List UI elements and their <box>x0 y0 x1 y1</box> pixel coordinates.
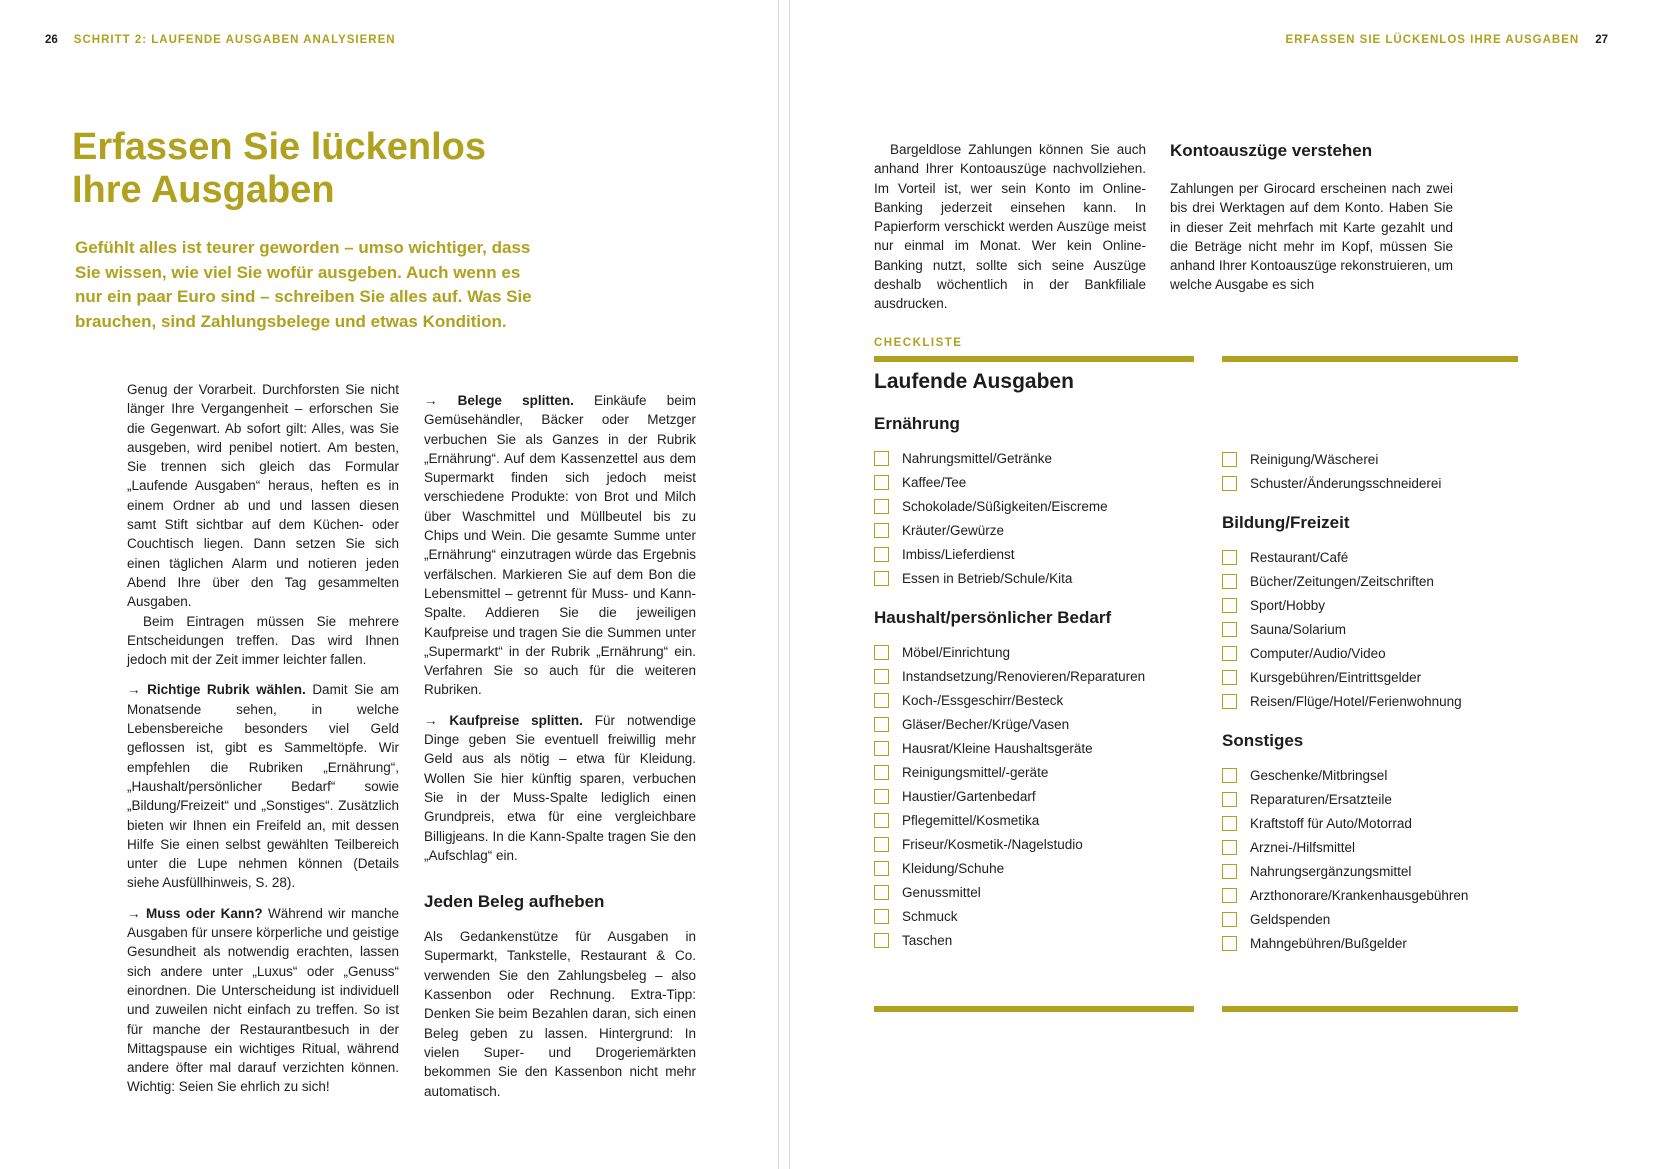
checkbox[interactable] <box>874 451 889 466</box>
checkbox[interactable] <box>1222 816 1237 831</box>
checkbox[interactable] <box>1222 694 1237 709</box>
checklist-item-label: Kräuter/Gewürze <box>902 523 1005 538</box>
checklist-item-label: Taschen <box>902 933 953 948</box>
checklist-item <box>874 933 1206 948</box>
checklist-item-label: Geldspenden <box>1250 912 1331 927</box>
body-subheading: Kontoauszüge verstehen <box>1170 141 1373 160</box>
running-header-text: ERFASSEN SIE LÜCKENLOS IHRE AUSGABEN <box>1285 34 1580 46</box>
gold-bar-top-right <box>1222 356 1518 362</box>
checklist-item <box>1222 792 1522 807</box>
checklist-item-label: Kraftstoff für Auto/Motorrad <box>1250 816 1412 831</box>
checkbox[interactable] <box>874 909 889 924</box>
checklist-item <box>874 523 1206 538</box>
checklist-item <box>874 499 1206 514</box>
page-number: 27 <box>1595 34 1608 46</box>
checkbox[interactable] <box>1222 646 1237 661</box>
paragraph <box>127 612 399 670</box>
paragraph <box>424 391 696 700</box>
checklist-item <box>1222 864 1522 879</box>
checklist-item <box>1222 816 1522 831</box>
checklist-item <box>874 451 1206 466</box>
checkbox[interactable] <box>874 669 889 684</box>
checklist-item <box>1222 622 1522 637</box>
checkbox[interactable] <box>874 571 889 586</box>
page-title-line2: Ihre Ausgaben <box>72 169 335 211</box>
page-number: 26 <box>45 34 58 46</box>
paragraph-lead: Kaufpreise splitten. <box>449 712 595 728</box>
checklist-item-label: Essen in Betrieb/Schule/Kita <box>902 571 1073 586</box>
checklist-item-label: Restaurant/Café <box>1250 550 1349 565</box>
checklist-item-label: Instandsetzung/Renovieren/Reparaturen <box>902 669 1146 684</box>
checklist-item-label: Reisen/Flüge/Hotel/Ferienwohnung <box>1250 694 1462 709</box>
checkbox[interactable] <box>1222 476 1237 491</box>
checkbox[interactable] <box>874 813 889 828</box>
checklist-item-label: Mahngebühren/Bußgelder <box>1250 936 1407 951</box>
gold-bar-top-left <box>874 356 1194 362</box>
checklist-item-label: Kleidung/Schuhe <box>902 861 1005 876</box>
checkbox[interactable] <box>1222 840 1237 855</box>
checklist-item <box>1222 888 1522 903</box>
checklist-item-label: Reinigung/Wäscherei <box>1250 452 1379 467</box>
checkbox[interactable] <box>1222 912 1237 927</box>
paragraph <box>127 680 399 892</box>
paragraph-text: Damit Sie am Monatsende sehen, in welche Lebensbereiche besonders viel Geld geflossen ist, gibt es Sammeltöpfe. Wir empfehlen die Rubriken „Ernährung“, „Haushalt/persönlicher Bedarf“ sowie „Bildung/Freizeit“ und „Sonstiges“. Zusätzlich bieten wir Ihnen ein Freifeld an, mit dessen Hilfe Sie einen selbst gewählten Teilbereich unter die Lupe nehmen können (Details siehe Ausfüllhinweis, S. 28). <box>127 682 399 891</box>
checkbox[interactable] <box>1222 452 1237 467</box>
paragraph <box>424 927 696 1101</box>
checklist-item <box>874 813 1206 828</box>
checkbox[interactable] <box>1222 622 1237 637</box>
checklist-category: Sonstiges <box>1222 731 1304 750</box>
paragraph <box>1170 179 1453 295</box>
checkbox[interactable] <box>1222 936 1237 951</box>
paragraph-text: Während wir manche Ausgaben für unsere körperliche und geistige Gesundheit als notwendig erachten, lassen sich andere unter „Luxus“ oder „Genuss“ einordnen. Die Unterscheidung ist individuell und zuweilen nicht einfach zu treffen. So ist für manche der Restaurantbesuch in der Mittagspause ein wichtiges Ritual, während andere öfter mal darauf verzichten können. Wichtig: Seien Sie ehrlich zu sich! <box>127 905 399 1095</box>
checklist-item-label: Arznei-/Hilfsmittel <box>1250 840 1356 855</box>
checklist-kicker: CHECKLISTE <box>874 337 963 349</box>
checklist-item-label: Gläser/Becher/Krüge/Vasen <box>902 717 1070 732</box>
paragraph-text: Zahlungen per Girocard erscheinen nach zwei bis drei Werktagen auf dem Konto. Haben Sie in dieser Zeit mehrfach mit Karte gezahlt und die Beträge nicht mehr im Kopf, müssen Sie anhand Ihrer Kontoauszüge rekonstruieren, um welche Ausgabe es sich <box>1170 181 1453 293</box>
lead-paragraph: Gefühlt alles ist teurer geworden – umso wichtiger, dass Sie wissen, wie viel Sie wofür ausgeben. Auch wenn es nur ein paar Euro sind – schreiben Sie alles auf. Was Sie brauchen, sind Zahlungsbelege und etwas Kondition. <box>75 238 532 331</box>
paragraph-text: Beim Eintragen müssen Sie mehrere Entscheidungen treffen. Das wird Ihnen jedoch mit der Zeit immer leichter fallen. <box>127 613 399 668</box>
checklist-item <box>874 475 1206 490</box>
checklist-item <box>1222 768 1522 783</box>
paragraph <box>127 904 399 1097</box>
left-page <box>0 0 778 1169</box>
checklist-category: Ernährung <box>874 414 960 433</box>
checklist-item <box>1222 574 1522 589</box>
checkbox[interactable] <box>1222 888 1237 903</box>
checklist-item-label: Schokolade/Süßigkeiten/Eiscreme <box>902 499 1108 514</box>
arrow-icon: → <box>127 682 148 698</box>
checklist-item-label: Friseur/Kosmetik-/Nagelstudio <box>902 837 1083 852</box>
checklist-item <box>1222 598 1522 613</box>
spine-line-left <box>778 0 779 1169</box>
checkbox[interactable] <box>874 837 889 852</box>
checklist-item-label: Pflegemittel/Kosmetika <box>902 813 1040 828</box>
running-header-text: SCHRITT 2: LAUFENDE AUSGABEN ANALYSIEREN <box>73 34 396 46</box>
checkbox[interactable] <box>1222 574 1237 589</box>
paragraph <box>424 711 696 865</box>
checklist-item <box>874 765 1206 780</box>
checklist-item-label: Schmuck <box>902 909 958 924</box>
checklist-column-2 <box>1222 452 1522 960</box>
checklist-item <box>874 547 1206 562</box>
checklist-item-label: Reinigungsmittel/-geräte <box>902 765 1049 780</box>
checklist-section <box>874 414 1206 586</box>
checklist-item <box>1222 452 1522 467</box>
checkbox[interactable] <box>874 789 889 804</box>
checkbox[interactable] <box>874 885 889 900</box>
right-text-column-1 <box>874 140 1146 314</box>
checkbox[interactable] <box>874 475 889 490</box>
checklist-item <box>874 669 1206 684</box>
checklist-item-label: Haustier/Gartenbedarf <box>902 789 1036 804</box>
page-title <box>72 126 486 212</box>
checklist-item-label: Arzthonorare/Krankenhausgebühren <box>1250 888 1469 903</box>
page-title-line1: Erfassen Sie lückenlos <box>72 126 486 168</box>
checklist-item <box>874 645 1206 660</box>
checklist-item <box>1222 476 1522 491</box>
checklist-column-1 <box>874 414 1206 957</box>
checklist-category: Haushalt/persönlicher Bedarf <box>874 608 1112 627</box>
checklist-item-label: Kaffee/Tee <box>902 475 967 490</box>
checklist-item <box>874 885 1206 900</box>
checklist-item <box>1222 840 1522 855</box>
paragraph-text: Einkäufe beim Gemüsehändler, Bäcker oder Metzger verbuchen Sie als Ganzes in der Rubrik „Ernährung“. Auf dem Kassenzettel aus dem Supermarkt finden sich jedoch meist verschiedene Produkte: von Brot und Milch über Waschmittel und Müllbeutel bis zu Chips und Wein. Die gesamte Summe unter „Ernährung“ einzutragen würde das Ergebnis verfälschen. Markieren Sie auf dem Bon die Lebensmittel – getrennt für Muss- und Kann-Spalte. Addieren Sie die jeweiligen Kaufpreise und tragen Sie die Summen unter „Supermarkt“ in der Rubrik „Ernährung“ ein. Verfahren Sie so auch für die weiteren Rubriken. <box>424 393 696 698</box>
checkbox[interactable] <box>1222 550 1237 565</box>
checklist-section <box>874 608 1206 948</box>
arrow-icon: → <box>127 905 146 921</box>
checkbox[interactable] <box>874 499 889 514</box>
checklist-item-label: Möbel/Einrichtung <box>902 645 1011 660</box>
paragraph <box>127 380 399 612</box>
checkbox[interactable] <box>874 741 889 756</box>
checklist-item <box>874 741 1206 756</box>
checklist-item <box>874 861 1206 876</box>
checkbox[interactable] <box>874 523 889 538</box>
checkbox[interactable] <box>874 933 889 948</box>
right-page <box>790 0 1653 1169</box>
checklist-item <box>1222 936 1522 951</box>
checklist-category: Bildung/Freizeit <box>1222 513 1350 532</box>
paragraph-text: Für notwendige Dinge geben Sie eventuell freiwillig mehr Geld aus als nötig – etwa für Kleidung. Wollen Sie hier künftig sparen, verbuchen Sie in der Muss-Spalte lediglich einen Grundpreis, etwa für eine vergleichbare Billigjeans. In die Kann-Spalte tragen Sie den „Aufschlag“ ein. <box>424 712 696 863</box>
checklist-item <box>1222 694 1522 709</box>
checklist-item-label: Computer/Audio/Video <box>1250 646 1386 661</box>
gold-bar-bottom-right <box>1222 1006 1518 1012</box>
checklist-item-label: Sport/Hobby <box>1250 598 1326 613</box>
checklist-item <box>874 909 1206 924</box>
checklist-item-label: Geschenke/Mitbringsel <box>1250 768 1388 783</box>
checkbox[interactable] <box>874 645 889 660</box>
checklist-item-label: Schuster/Änderungsschneiderei <box>1250 476 1442 491</box>
checklist-item-label: Nahrungsmittel/Getränke <box>902 451 1053 466</box>
paragraph-lead: Richtige Rubrik wählen. <box>147 682 313 698</box>
checklist-item-label: Kursgebühren/Eintrittsgelder <box>1250 670 1422 685</box>
checklist-title: Laufende Ausgaben <box>874 370 1074 393</box>
body-subheading: Jeden Beleg aufheben <box>424 892 605 912</box>
paragraph <box>874 140 1146 314</box>
checklist-item <box>874 571 1206 586</box>
checklist-item <box>874 837 1206 852</box>
checklist-item <box>874 717 1206 732</box>
checklist-item-label: Bücher/Zeitungen/Zeitschriften <box>1250 574 1434 589</box>
checkbox[interactable] <box>1222 598 1237 613</box>
checklist-item-label: Sauna/Solarium <box>1250 622 1347 637</box>
checklist-item-label: Koch-/Essgeschirr/Besteck <box>902 693 1064 708</box>
checkbox[interactable] <box>1222 768 1237 783</box>
checklist-item <box>1222 670 1522 685</box>
checkbox[interactable] <box>1222 670 1237 685</box>
checklist-item <box>874 789 1206 804</box>
checkbox[interactable] <box>874 861 889 876</box>
checklist-section <box>1222 731 1522 951</box>
checklist-item-label: Hausrat/Kleine Haushaltsgeräte <box>902 741 1093 756</box>
checkbox[interactable] <box>874 717 889 732</box>
arrow-icon: → <box>424 393 458 408</box>
checklist-item-label: Reparaturen/Ersatzteile <box>1250 792 1392 807</box>
running-header-left <box>45 34 396 46</box>
checklist-item-label: Genussmittel <box>902 885 981 900</box>
paragraph-lead: Muss oder Kann? <box>145 905 269 921</box>
left-text-column-2 <box>424 380 696 1101</box>
checklist-section <box>1222 513 1522 709</box>
paragraph-lead: Belege splitten. <box>457 393 595 408</box>
gold-bar-bottom-left <box>874 1006 1194 1012</box>
checkbox[interactable] <box>1222 864 1237 879</box>
paragraph-text: Bargeldlose Zahlungen können Sie auch anhand Ihrer Kontoauszüge nachvollziehen. Im Vorteil ist, wer sein Konto im Online-Banking jederzeit einsehen kann. In Papierform verschickt werden Auszüge meist nur einmal im Monat. Wer kein Online-Banking nutzt, sollte sich seine Auszüge deshalb wöchentlich in der Bankfiliale ausdrucken. <box>874 142 1146 312</box>
left-text-column-1 <box>127 380 399 1097</box>
arrow-icon: → <box>424 712 450 728</box>
checklist-section <box>1222 452 1522 491</box>
paragraph-text: Als Gedankenstütze für Ausgaben in Supermarkt, Tankstelle, Restaurant & Co. verwenden Sie den Zahlungsbeleg – also Kassenbon oder Rechnung. Extra-Tipp: Denken Sie beim Bezahlen daran, sich einen Beleg geben zu lassen. Hintergrund: In vielen Super- und Drogeriemärkten bekommen Sie den Kassenbon nicht mehr automatisch. <box>424 929 696 1099</box>
checklist-item-label: Nahrungsergänzungsmittel <box>1250 864 1412 879</box>
right-text-column-2 <box>1170 140 1453 295</box>
running-header-right <box>1285 34 1608 46</box>
checklist-item <box>1222 646 1522 661</box>
checklist-item <box>1222 550 1522 565</box>
checkbox[interactable] <box>874 765 889 780</box>
checkbox[interactable] <box>874 547 889 562</box>
checklist-item <box>1222 912 1522 927</box>
checkbox[interactable] <box>1222 792 1237 807</box>
checkbox[interactable] <box>874 693 889 708</box>
checklist-item <box>874 693 1206 708</box>
paragraph-text: Genug der Vorarbeit. Durchforsten Sie nicht länger Ihre Vergangenheit – erforschen Sie die Gegenwart. Ab sofort gilt: Alles, was Sie ausgeben, wird penibel notiert. Am besten, Sie trennen sich gleich das Formular „Laufende Ausgaben“ heraus, heften es in einem Ordner ab und und lassen diesen samt Stift sichtbar auf dem Küchen- oder Couchtisch liegen. Dann setzen Sie sich einen täglichen Alarm und notieren jeden Abend Ihre über den Tag gesammelten Ausgaben. <box>127 382 399 610</box>
checklist-item-label: Imbiss/Lieferdienst <box>902 547 1015 562</box>
